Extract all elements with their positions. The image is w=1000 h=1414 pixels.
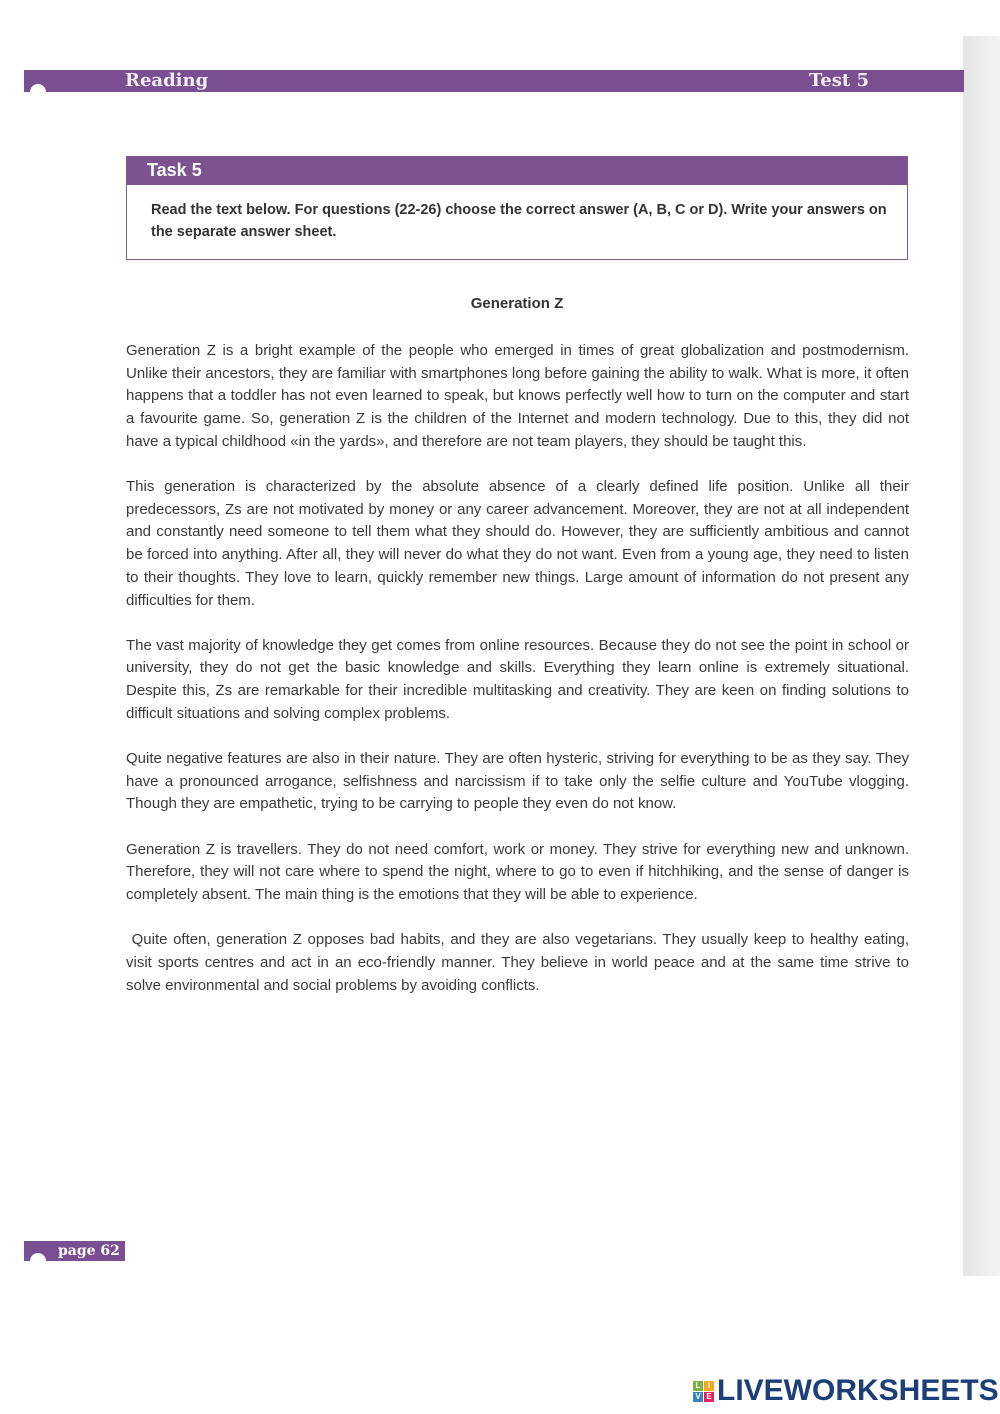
- paragraph: The vast majority of knowledge they get comes from online resources. Because they do not see the point in school or university, they do not get the basic knowledge and skills. Everything they learn online is extremely situational. Despite this, Zs are remarkable for their incredible multitasking and creativity. They are keen on finding solutions to difficult situations and solving complex problems.: [126, 636, 909, 722]
- logo-text: LIVEWORKSHEETS: [717, 1374, 999, 1407]
- task-instructions: Read the text below. For questions (22-26) choose the correct answer (A, B, C or D). Write your answers on the separate answer sheet.: [151, 202, 887, 240]
- logo-letter: L: [693, 1381, 703, 1391]
- paragraph: Quite negative features are also in their nature. They are often hysteric, striving for everything to be as they say. They have a pronounced arrogance, selfishness and narcissism if to take only the selfie culture and YouTube vlogging. Though they are empathetic, trying to be carrying to people they even do not know.: [126, 750, 909, 813]
- task-title: Task 5: [127, 156, 907, 185]
- footer-tab-decoration: [30, 1253, 46, 1261]
- paragraph: This generation is characterized by the absolute absence of a clearly defined life position. Unlike all their predecessors, Zs are not motivated by money or any career advancement. Moreover, they are not at all independent and constantly need someone to tell them what they should do. However, they are sufficiently ambitious and cannot be forced into anything. After all, they will never do what they do not want. Even from a young age, they need to listen to their thoughts. They love to learn, quickly remember new things. Large amount of information do not present any difficulties for them.: [126, 478, 909, 609]
- page-number: page 62: [58, 1243, 120, 1259]
- paragraph: Generation Z is a bright example of the people who emerged in times of great globalization and postmodernism. Unlike their ancestors, they are familiar with smartphones long before gaining the ability to walk. What is more, it often happens that a toddler has not even learned to speak, but knows perfectly well how to turn on the computer and start a favourite game. So, generation Z is the children of the Internet and modern technology. Due to this, they did not have a typical childhood «in the yards», and therefore are not team players, they should be taught this.: [126, 342, 909, 450]
- logo-letter: I: [704, 1381, 714, 1391]
- page-number-badge: [24, 1241, 125, 1261]
- logo-letter: V: [693, 1392, 703, 1402]
- header-tab-decoration: [30, 84, 46, 94]
- paragraph: Generation Z is travellers. They do not need comfort, work or money. They strive for everything new and unknown. Therefore, they will not care where to spend the night, where to go to even if hitchhiking, and the sense of danger is completely absent. The main thing is the emotions that they will be able to experience.: [126, 840, 909, 904]
- section-label: Reading: [125, 70, 209, 91]
- page-header-bar: [24, 70, 964, 92]
- logo-letter: E: [704, 1392, 714, 1402]
- logo-icon: [693, 1381, 714, 1402]
- task-box: [126, 156, 908, 260]
- article-body: [126, 340, 914, 1020]
- test-label: Test 5: [808, 70, 869, 91]
- liveworksheets-logo: [693, 1374, 999, 1408]
- paragraph: Quite often, generation Z opposes bad habits, and they are also vegetarians. They usually keep to healthy eating, visit sports centres and act in an eco-friendly manner. They believe in world peace and at the same time strive to solve environmental and social problems by avoiding conflicts.: [126, 931, 914, 994]
- article-title: Generation Z: [470, 295, 564, 312]
- page-edge-shadow: [963, 36, 1000, 1276]
